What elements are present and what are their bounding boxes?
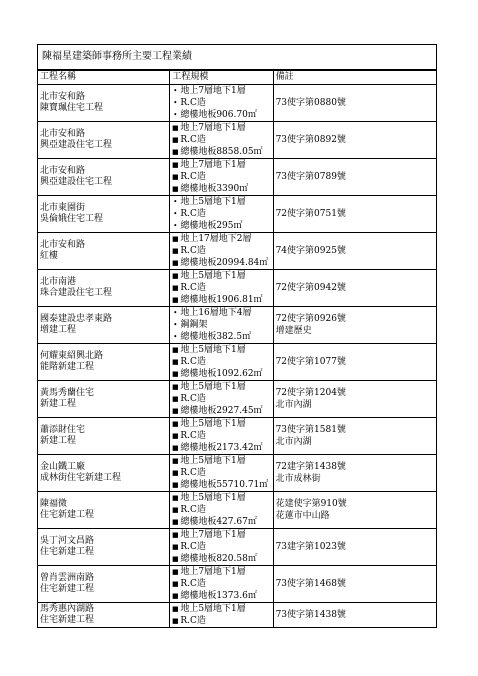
spec-line — [170, 233, 272, 245]
spec-line — [170, 171, 272, 183]
project-spec-cell — [170, 418, 273, 455]
spec-line — [170, 196, 272, 208]
note-line: 73建字第1023號 — [275, 542, 346, 552]
project-name-cell — [38, 270, 170, 307]
bullet-icon: ■ — [172, 555, 179, 563]
header-note: 備註 — [273, 71, 436, 85]
spec-text: 地上7層地下1層 — [180, 123, 246, 133]
spec-line — [170, 134, 272, 146]
spec-line — [170, 442, 272, 454]
project-name-line: 住宅新建工程 — [40, 510, 95, 520]
bullet-icon: ■ — [172, 407, 179, 415]
project-spec-cell — [170, 122, 273, 159]
note-line: 72使字第0926號 — [275, 314, 346, 324]
project-spec-cell — [170, 603, 273, 628]
spec-line — [170, 356, 272, 368]
project-name-cell — [38, 418, 170, 455]
table-row — [38, 603, 437, 628]
project-name-line: 北市南港 — [40, 277, 77, 287]
note-line: 花蓮市中山路 — [275, 511, 330, 521]
spec-line — [170, 319, 272, 331]
project-table — [37, 70, 437, 628]
project-name-line: 吳倫娥住宅工程 — [40, 214, 104, 224]
project-note-cell — [273, 307, 436, 344]
bullet-icon: ■ — [172, 457, 179, 465]
project-name-line: 陳福微 — [40, 499, 68, 509]
bullet-icon: ■ — [172, 444, 179, 452]
spec-text: R.C造 — [180, 431, 206, 441]
spec-line — [170, 331, 272, 343]
note-line: 73使字第1581號 — [275, 425, 346, 435]
project-spec-cell — [170, 529, 273, 566]
note-line: 73使字第1468號 — [275, 579, 346, 589]
spec-text: 地上5層地下1層 — [180, 604, 246, 614]
spec-line — [170, 257, 272, 269]
spec-text: 地上7層地下1層 — [180, 567, 246, 577]
spec-line — [170, 85, 272, 97]
spec-text: R.C造 — [180, 135, 206, 145]
project-name-line: 住宅新建工程 — [40, 547, 95, 557]
bullet-icon: ■ — [172, 124, 179, 132]
project-name-cell — [38, 455, 170, 492]
project-name-cell — [38, 196, 170, 233]
table-row — [38, 529, 437, 566]
project-note-cell — [273, 455, 436, 492]
project-spec-cell — [170, 85, 273, 122]
bullet-icon: • — [173, 210, 178, 218]
spec-text: 地上5層地下1層 — [180, 493, 246, 503]
project-name-line: 北市安和路 — [40, 129, 86, 139]
project-name-line: 增建工程 — [40, 325, 77, 335]
spec-line — [170, 405, 272, 417]
project-name-line: 住宅新建工程 — [40, 615, 95, 625]
project-note-cell — [273, 85, 436, 122]
project-note-cell — [273, 196, 436, 233]
table-row — [38, 418, 437, 455]
spec-line — [170, 109, 272, 121]
table-row — [38, 85, 437, 122]
bullet-icon: ■ — [172, 568, 179, 576]
spec-text: 總樓地板382.5㎡ — [180, 332, 252, 342]
sheet-title: 陳福星建築師事務所主要工程業績 — [37, 44, 437, 70]
table-row — [38, 492, 437, 529]
bullet-icon: ■ — [172, 531, 179, 539]
spec-text: R.C造 — [180, 616, 206, 626]
bullet-icon: ■ — [172, 272, 179, 280]
note-line: 北市成林街 — [275, 474, 321, 484]
spec-text: 地上7層地下1層 — [180, 530, 246, 540]
spec-text: 鋼鋼架 — [180, 320, 208, 330]
project-name-line: 馬秀惠內湖路 — [40, 604, 95, 614]
spec-text: R.C造 — [180, 357, 206, 367]
bullet-icon: • — [173, 321, 178, 329]
project-name-cell — [38, 603, 170, 628]
spec-line — [170, 504, 272, 516]
spec-line — [170, 245, 272, 257]
bullet-icon: ■ — [172, 284, 179, 292]
spec-line — [170, 479, 272, 491]
bullet-icon: • — [173, 198, 178, 206]
header-name: 工程名稱 — [38, 71, 170, 85]
bullet-icon: ■ — [172, 247, 179, 255]
spec-line — [170, 183, 272, 195]
project-name-line: 紅樓 — [40, 251, 59, 261]
spec-text: 地上5層地下1層 — [180, 197, 246, 207]
spec-line — [170, 590, 272, 602]
table-row — [38, 122, 437, 159]
spec-text: 地上16層地下4層 — [180, 308, 252, 318]
bullet-icon: • — [173, 111, 178, 119]
spec-line — [170, 578, 272, 590]
bullet-icon: ■ — [172, 506, 179, 514]
project-spec-cell — [170, 492, 273, 529]
spec-line — [170, 159, 272, 171]
bullet-icon: ■ — [172, 469, 179, 477]
spec-line — [170, 430, 272, 442]
spec-text: R.C造 — [180, 98, 206, 108]
bullet-icon: ■ — [172, 173, 179, 181]
project-name-cell — [38, 233, 170, 270]
bullet-icon: ■ — [172, 296, 179, 304]
spec-line — [170, 270, 272, 282]
spec-line — [170, 393, 272, 405]
note-line: 增建歷史 — [275, 326, 312, 336]
spec-text: R.C造 — [180, 394, 206, 404]
bullet-icon: ■ — [172, 592, 179, 600]
spec-text: 地上17層地下2層 — [180, 234, 252, 244]
bullet-icon: ■ — [172, 346, 179, 354]
project-name-line: 北市安和路 — [40, 240, 86, 250]
spec-text: 地上5層地下1層 — [180, 382, 246, 392]
note-line: 73使字第1438號 — [275, 610, 346, 620]
spec-text: R.C造 — [180, 283, 206, 293]
spec-text: 總樓地板1092.62㎡ — [180, 369, 263, 379]
project-note-cell — [273, 492, 436, 529]
spec-text: 總樓地板55710.71㎡ — [180, 480, 269, 490]
note-line: 72使字第0942號 — [275, 283, 346, 293]
spec-text: 總樓地板906.70㎡ — [180, 110, 257, 120]
project-note-cell — [273, 270, 436, 307]
spec-text: 總樓地板1906.81㎡ — [180, 295, 263, 305]
project-name-cell — [38, 85, 170, 122]
bullet-icon: ■ — [172, 395, 179, 403]
spec-line — [170, 516, 272, 528]
spec-line — [170, 122, 272, 134]
project-name-line: 何耀東紹興北路 — [40, 351, 104, 361]
project-name-line: 黃馬秀蘭住宅 — [40, 388, 95, 398]
project-name-cell — [38, 344, 170, 381]
spec-text: R.C造 — [180, 542, 206, 552]
spec-line — [170, 208, 272, 220]
bullet-icon: • — [173, 87, 178, 95]
project-name-line: 成林街住宅新建工程 — [40, 473, 122, 483]
project-name-cell — [38, 159, 170, 196]
spec-line — [170, 455, 272, 467]
spec-line — [170, 418, 272, 430]
project-note-cell — [273, 159, 436, 196]
project-note-cell — [273, 344, 436, 381]
spec-line — [170, 294, 272, 306]
project-name-line: 陳寶珮住宅工程 — [40, 103, 104, 113]
bullet-icon: ■ — [172, 358, 179, 366]
project-note-cell — [273, 603, 436, 628]
spec-line — [170, 282, 272, 294]
note-line: 73使字第0789號 — [275, 172, 346, 182]
project-name-line: 新建工程 — [40, 436, 77, 446]
project-note-cell — [273, 418, 436, 455]
spec-line — [170, 615, 272, 627]
bullet-icon: ■ — [172, 580, 179, 588]
table-row — [38, 381, 437, 418]
project-name-line: 蕭添財住宅 — [40, 425, 86, 435]
note-line: 花建使字第910號 — [275, 499, 347, 509]
table-row — [38, 270, 437, 307]
project-name-line: 金山鐵工廠 — [40, 462, 86, 472]
spec-text: R.C造 — [180, 172, 206, 182]
project-name-cell — [38, 307, 170, 344]
table-header-row — [38, 71, 437, 85]
bullet-icon: ■ — [172, 259, 179, 267]
project-spec-cell — [170, 307, 273, 344]
spec-text: 地上5層地下1層 — [180, 271, 246, 281]
project-name-line: 曾肖雲洲南路 — [40, 573, 95, 583]
table-row — [38, 196, 437, 233]
note-line: 72使字第1204號 — [275, 388, 346, 398]
note-line: 73使字第0880號 — [275, 98, 346, 108]
project-name-cell — [38, 529, 170, 566]
table-row — [38, 344, 437, 381]
spec-text: 地上7層地下1層 — [180, 160, 246, 170]
project-name-line: 興亞建設住宅工程 — [40, 177, 113, 187]
bullet-icon: ■ — [172, 518, 179, 526]
bullet-icon: ■ — [172, 148, 179, 156]
project-spec-cell — [170, 344, 273, 381]
spec-line — [170, 467, 272, 479]
spec-text: 地上5層地下1層 — [180, 456, 246, 466]
spec-line — [170, 553, 272, 565]
bullet-icon: ■ — [172, 617, 179, 625]
table-row — [38, 233, 437, 270]
bullet-icon: ■ — [172, 383, 179, 391]
bullet-icon: • — [173, 99, 178, 107]
project-note-cell — [273, 529, 436, 566]
bullet-icon: • — [173, 309, 178, 317]
spec-line — [170, 541, 272, 553]
spec-text: 地上5層地下1層 — [180, 419, 246, 429]
spec-line — [170, 146, 272, 158]
spec-line — [170, 492, 272, 504]
note-line: 72使字第1077號 — [275, 357, 346, 367]
spec-text: 總樓地板295㎡ — [180, 221, 243, 231]
spec-text: 總樓地板1373.6㎡ — [180, 591, 257, 601]
spec-line — [170, 97, 272, 109]
table-row — [38, 566, 437, 603]
note-line: 74使字第0925號 — [275, 246, 346, 256]
bullet-icon: ■ — [172, 235, 179, 243]
project-spec-cell — [170, 233, 273, 270]
project-spec-cell — [170, 196, 273, 233]
spec-line — [170, 603, 272, 615]
spec-text: 總樓地板2173.42㎡ — [180, 443, 263, 453]
project-spec-cell — [170, 455, 273, 492]
project-name-line: 北市東園街 — [40, 203, 86, 213]
spec-line — [170, 368, 272, 380]
bullet-icon: ■ — [172, 185, 179, 193]
project-name-line: 北市安和路 — [40, 92, 86, 102]
project-note-cell — [273, 381, 436, 418]
spec-text: 總樓地板20994.84㎡ — [180, 258, 269, 268]
project-name-line: 住宅新建工程 — [40, 584, 95, 594]
project-name-line: 珠合建設住宅工程 — [40, 288, 113, 298]
bullet-icon: ■ — [172, 136, 179, 144]
project-name-cell — [38, 492, 170, 529]
bullet-icon: • — [173, 333, 178, 341]
spec-text: 總樓地板2927.45㎡ — [180, 406, 263, 416]
spec-text: 地上5層地下1層 — [180, 345, 246, 355]
bullet-icon: ■ — [172, 481, 179, 489]
spec-text: 總樓地板820.58㎡ — [180, 554, 257, 564]
note-line: 72使字第0751號 — [275, 209, 346, 219]
project-list-sheet — [37, 44, 437, 628]
project-spec-cell — [170, 270, 273, 307]
project-spec-cell — [170, 159, 273, 196]
spec-line — [170, 529, 272, 541]
table-row — [38, 455, 437, 492]
bullet-icon: ■ — [172, 432, 179, 440]
spec-text: R.C造 — [180, 579, 206, 589]
spec-text: R.C造 — [180, 246, 206, 256]
bullet-icon: ■ — [172, 370, 179, 378]
spec-text: R.C造 — [180, 468, 206, 478]
project-note-cell — [273, 233, 436, 270]
spec-text: R.C造 — [180, 505, 206, 515]
project-name-line: 北市安和路 — [40, 166, 86, 176]
project-name-line: 吳丁河文昌路 — [40, 536, 95, 546]
bullet-icon: ■ — [172, 494, 179, 502]
spec-line — [170, 220, 272, 232]
project-note-cell — [273, 566, 436, 603]
bullet-icon: ■ — [172, 420, 179, 428]
project-name-line: 興亞建設住宅工程 — [40, 140, 113, 150]
spec-text: R.C造 — [180, 209, 206, 219]
spec-line — [170, 381, 272, 393]
project-name-line: 新建工程 — [40, 399, 77, 409]
spec-text: 地上7層地下1層 — [180, 86, 246, 96]
project-name-line: 國泰建設忠孝東路 — [40, 314, 113, 324]
bullet-icon: • — [173, 222, 178, 230]
note-line: 北市內湖 — [275, 437, 312, 447]
project-name-cell — [38, 566, 170, 603]
spec-text: 總樓地板8858.05㎡ — [180, 147, 263, 157]
project-note-cell — [273, 122, 436, 159]
project-spec-cell — [170, 566, 273, 603]
project-name-line: 能階新建工程 — [40, 362, 95, 372]
bullet-icon: ■ — [172, 605, 179, 613]
note-line: 73使字第0892號 — [275, 135, 346, 145]
table-row — [38, 159, 437, 196]
spec-text: 總樓地板427.67㎡ — [180, 517, 257, 527]
spec-line — [170, 344, 272, 356]
bullet-icon: ■ — [172, 543, 179, 551]
table-row — [38, 307, 437, 344]
note-line: 北市內湖 — [275, 400, 312, 410]
spec-line — [170, 566, 272, 578]
note-line: 72建字第1438號 — [275, 462, 346, 472]
bullet-icon: ■ — [172, 161, 179, 169]
spec-text: 總樓地板3390㎡ — [180, 184, 249, 194]
project-name-cell — [38, 122, 170, 159]
header-spec: 工程規模 — [170, 71, 273, 85]
spec-line — [170, 307, 272, 319]
project-spec-cell — [170, 381, 273, 418]
project-name-cell — [38, 381, 170, 418]
